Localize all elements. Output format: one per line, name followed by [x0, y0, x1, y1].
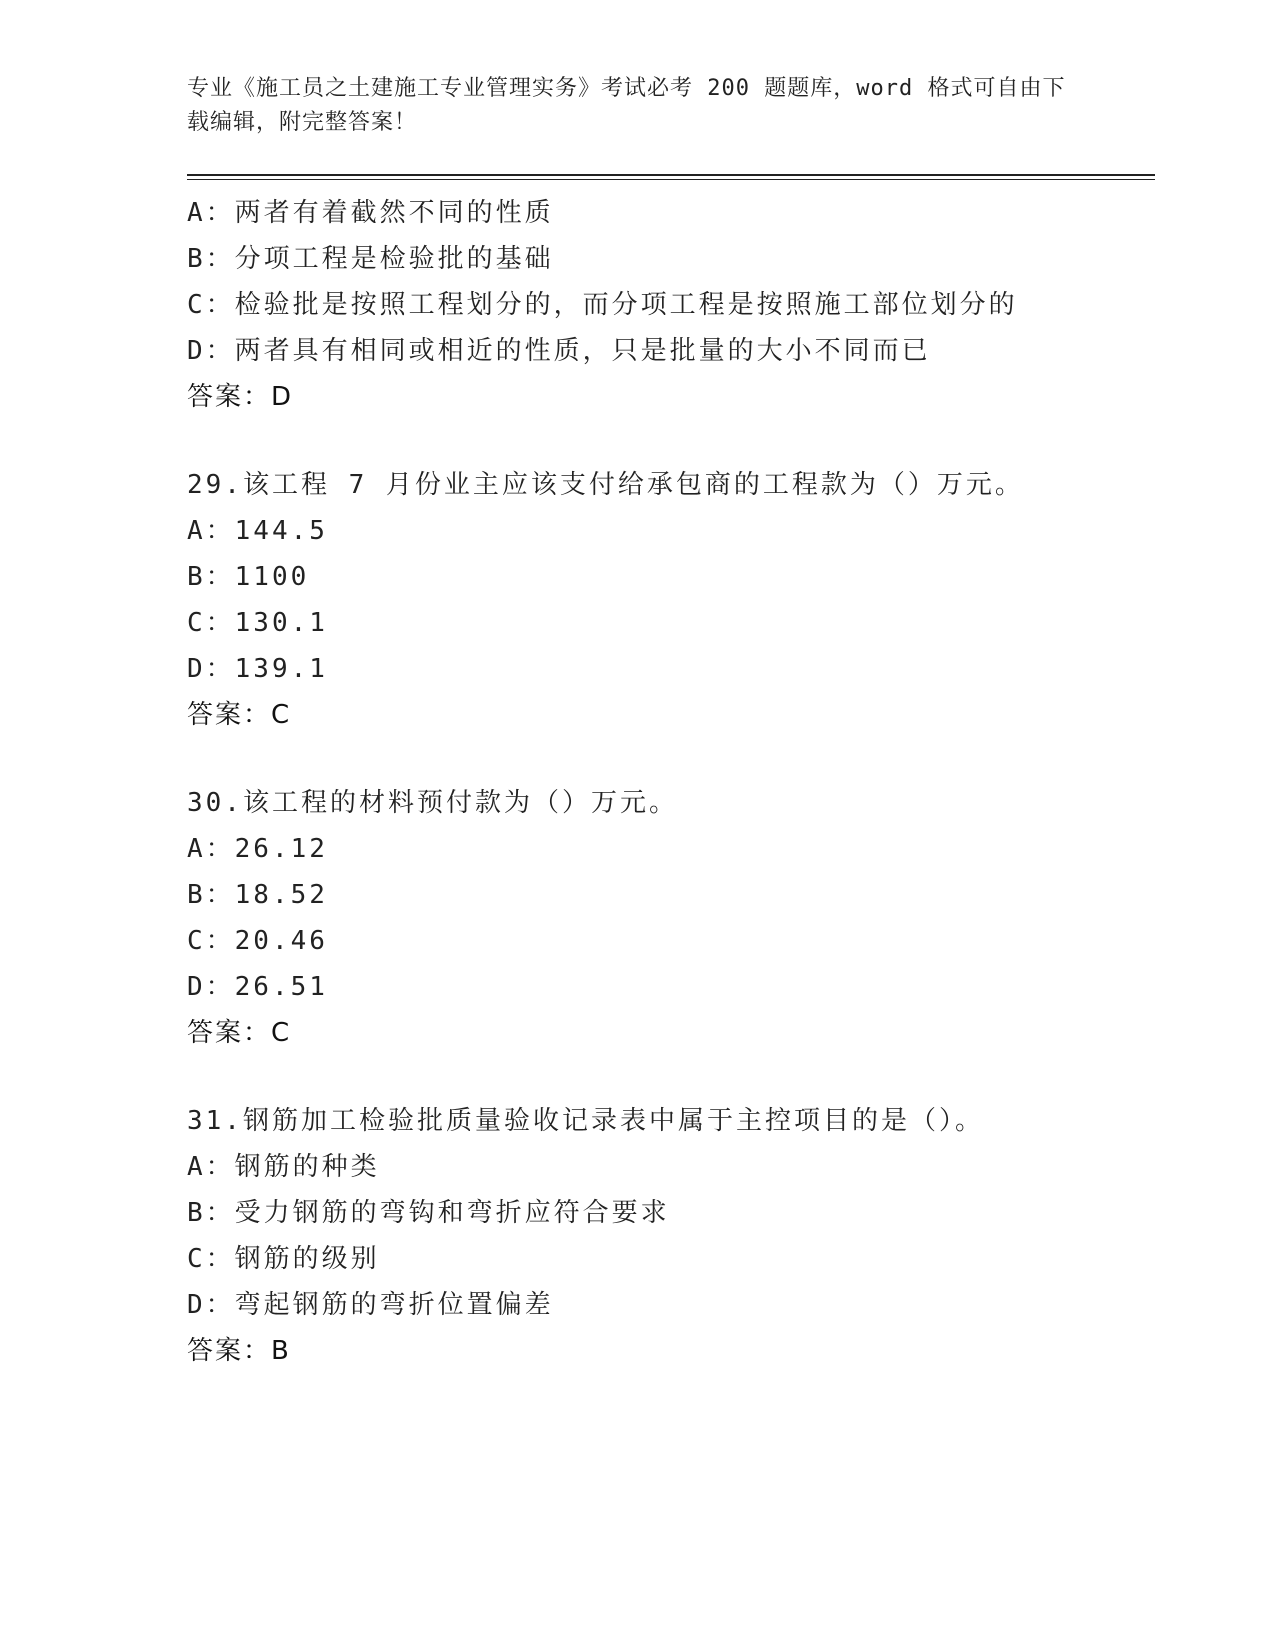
- question-stem: 29.该工程 7 月份业主应该支付给承包商的工程款为（）万元。: [187, 470, 1024, 500]
- option-b: B：1100: [187, 562, 310, 592]
- question-block-29: [187, 462, 1157, 738]
- question-stem: 31.钢筋加工检验批质量验收记录表中属于主控项目的是（）。: [187, 1106, 984, 1136]
- answer-line: 答案：B: [187, 1336, 291, 1366]
- option-c: C：20.46: [187, 926, 328, 956]
- option-a: A：144.5: [187, 516, 328, 546]
- option-d: D：139.1: [187, 654, 328, 684]
- option-b: B：18.52: [187, 880, 328, 910]
- option-b: B：受力钢筋的弯钩和弯折应符合要求: [187, 1198, 670, 1228]
- header-divider-thick: [187, 174, 1155, 176]
- answer-line: 答案：D: [187, 382, 294, 412]
- question-block-30: [187, 780, 1157, 1056]
- option-a: A：钢筋的种类: [187, 1152, 380, 1182]
- document-intro: 专业《施工员之土建施工专业管理实务》考试必考 200 题题库，word 格式可自由下载编辑，附完整答案！: [187, 76, 1066, 135]
- question-stem: 30.该工程的材料预付款为（）万元。: [187, 788, 678, 818]
- option-c: C：钢筋的级别: [187, 1244, 380, 1274]
- answer-line: 答案：C: [187, 1018, 292, 1048]
- header-divider-thin: [187, 179, 1155, 180]
- question-block-31: [187, 1098, 1157, 1374]
- option-a: A：两者有着截然不同的性质: [187, 198, 554, 228]
- option-d: D：26.51: [187, 972, 328, 1002]
- option-c: C：130.1: [187, 608, 328, 638]
- option-d: D：两者具有相同或相近的性质，只是批量的大小不同而已: [187, 336, 931, 366]
- option-a: A：26.12: [187, 834, 328, 864]
- option-c: C：检验批是按照工程划分的，而分项工程是按照施工部位划分的: [187, 290, 1018, 320]
- option-d: D：弯起钢筋的弯折位置偏差: [187, 1290, 554, 1320]
- question-block-partial: [187, 190, 1157, 420]
- answer-line: 答案：C: [187, 700, 292, 730]
- option-b: B：分项工程是检验批的基础: [187, 244, 554, 274]
- question-list: [187, 190, 1157, 1374]
